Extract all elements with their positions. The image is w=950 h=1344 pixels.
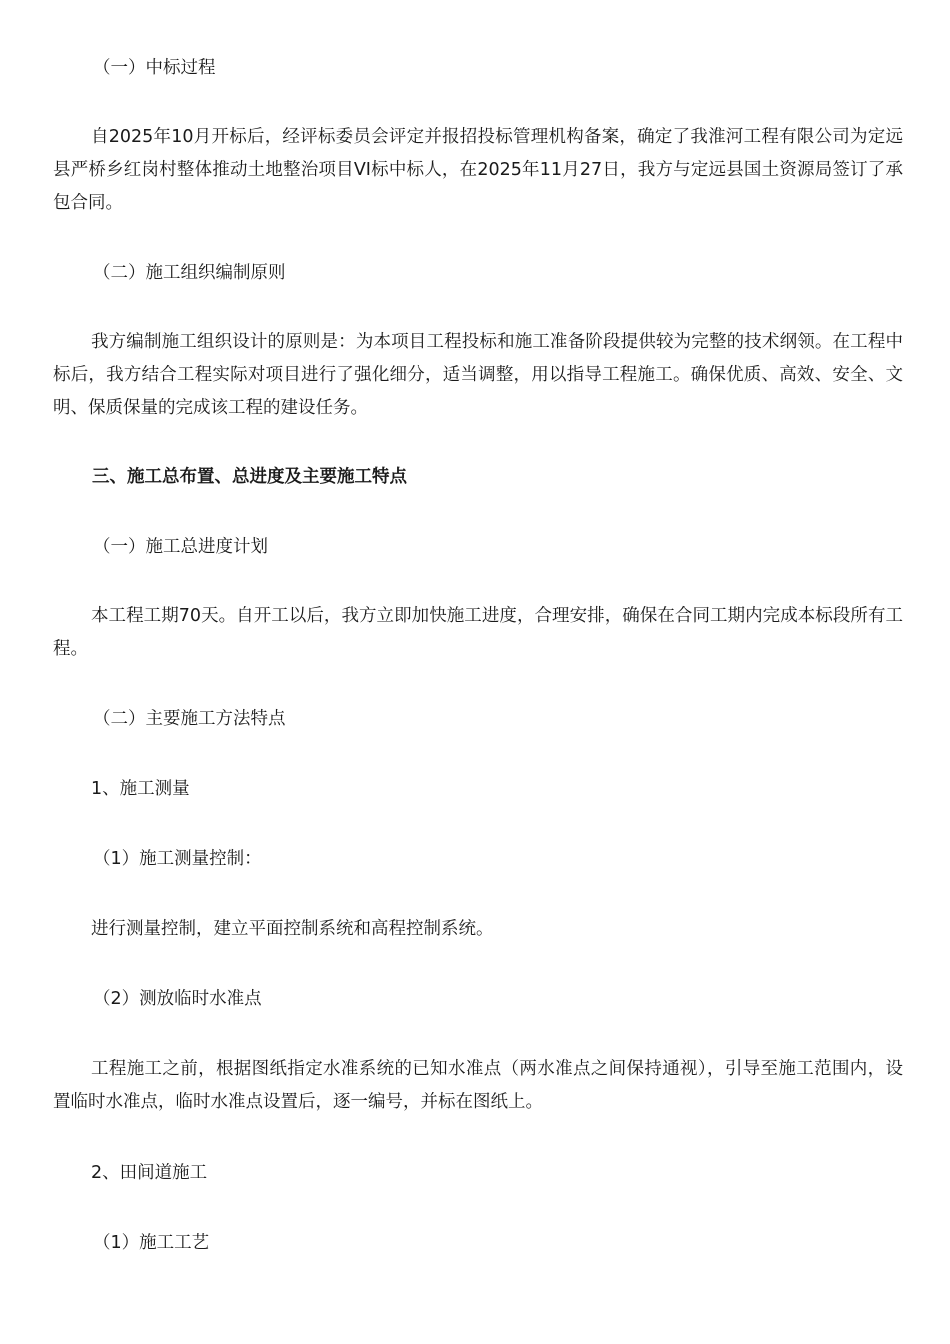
heading-field-road: 2、田间道施工 [91,1163,208,1183]
heading-process: （1）施工工艺 [93,1233,210,1253]
paragraph-bid-process: 自2025年10月开标后，经评标委员会评定并报招投标管理机构备案，确定了我淮河工程有限公司为定远县严桥乡红岗村整体推动土地整治项目VI标中标人，在2025年11月27日，我方与定远县国土资源局签订了承包合同。 [53,127,903,213]
paragraph-survey-control: 进行测量控制，建立平面控制系统和高程控制系统。 [91,919,494,939]
paragraph-benchmark: 工程施工之前，根据图纸指定水准系统的已知水准点（两水准点之间保持通视），引导至施工范围内，设置临时水准点，临时水准点设置后，逐一编号，并标在图纸上。 [53,1059,903,1112]
paragraph-principle: 我方编制施工组织设计的原则是：为本项目工程投标和施工准备阶段提供较为完整的技术纲领。在工程中标后，我方结合工程实际对项目进行了强化细分，适当调整，用以指导工程施工。确保优质、高效、安全、文明、保质保量的完成该工程的建设任务。 [53,332,903,418]
heading-principle: （二）施工组织编制原则 [93,263,286,283]
heading-survey-control: （1）施工测量控制： [93,849,262,869]
heading-benchmark: （2）测放临时水准点 [93,989,262,1009]
heading-section-3: 三、施工总布置、总进度及主要施工特点 [92,467,407,487]
paragraph-schedule: 本工程工期70天。自开工以后，我方立即加快施工进度，合理安排，确保在合同工期内完成本标段所有工程。 [53,606,903,659]
heading-survey: 1、施工测量 [91,779,190,799]
heading-methods: （二）主要施工方法特点 [93,709,286,729]
heading-schedule: （一）施工总进度计划 [93,537,268,557]
heading-bid-process: （一）中标过程 [93,58,216,78]
